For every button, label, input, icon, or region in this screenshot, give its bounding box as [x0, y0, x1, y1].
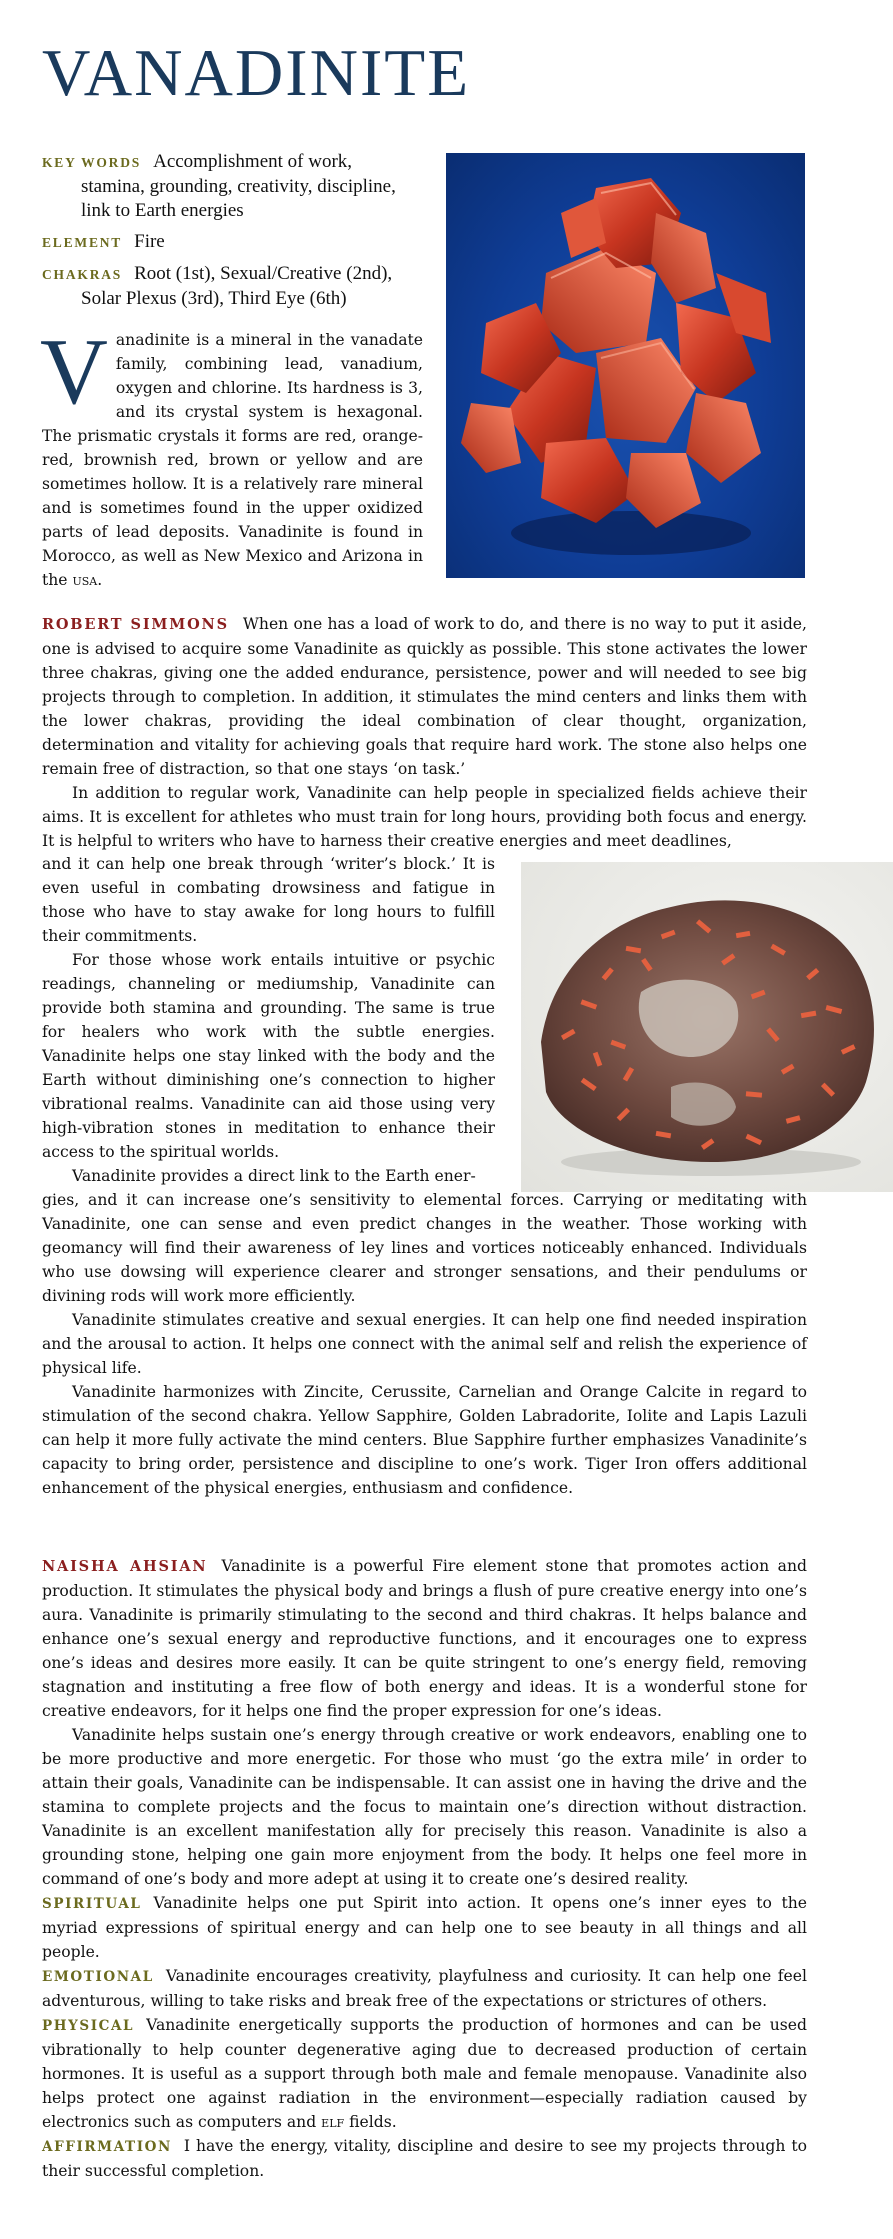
drop-cap: V	[40, 320, 108, 424]
chakras-entry	[42, 262, 412, 311]
physical-entry	[42, 2013, 807, 2134]
ahsian-p1-text: Vanadinite is a powerful Fire element stone that promotes action and production. It stimulates the physical body and brings a flush of pure creative energy into one’s aura. Vanadinite is primarily stimulating to the second and third chakras. It helps balance and enhance one’s sexual energy and reproductive functions, and it encourages one to express one’s ideas and desires more easily. It can be quite stringent to one’s energy field, removing stagnation and instituting a free flow of both energy and ideas. It is a wonderful stone for creative endeavors, for it helps one find the proper expression for one’s ideas.	[42, 1557, 807, 1720]
simmons-p5: Vanadinite stimulates creative and sexual energies. It can help one find needed inspiration and the arousal to action. It helps one connect with the animal self and relish the experience of physical life.	[42, 1311, 807, 1377]
matrix-specimen-image	[521, 862, 893, 1192]
intro-usa: usa	[72, 571, 98, 589]
physical-label: PHYSICAL	[42, 2018, 135, 2034]
stone-properties	[42, 150, 412, 318]
element-entry	[42, 230, 412, 255]
intro-end: .	[97, 571, 103, 589]
keywords-cont: stamina, grounding, creativity, discipline, link to Earth energies	[81, 176, 396, 221]
physical-text: Vanadinite energetically supports the production of hormones and can be used vibrationally to help counter degenerative aging due to decreased production of certain hormones. It is useful as a support through both male and female menopause. Vanadinite also helps protect one against radiation in the environment—especially radiation caused by electronics such as computers and	[42, 2016, 807, 2131]
simmons-section-top	[42, 612, 807, 853]
chakras-label: CHAKRAS	[42, 267, 123, 282]
ahsian-section	[42, 1554, 807, 2183]
author-simmons: ROBERT SIMMONS	[42, 616, 229, 633]
intro-paragraph	[40, 320, 423, 592]
simmons-section-wrap	[42, 852, 495, 1188]
chakras-cont: Solar Plexus (3rd), Third Eye (6th)	[81, 288, 347, 309]
simmons-p3: For those whose work entails intuitive or psychic readings, channeling or mediumship, Vanadinite can provide both stamina and grounding. The same is true for healers who work with the subtle energies. Vanadinite helps one stay linked with the body and the Earth without diminishing one’s connection to higher vibrational realms. Vanadinite can aid those using very high-vibration stones in meditation to enhance their access to the spiritual worlds.	[42, 951, 495, 1161]
affirmation-text: I have the energy, vitality, discipline and desire to see my projects through to their successful completion.	[42, 2137, 807, 2180]
simmons-p2b: and it can help one break through ‘writer’s block.’ It is even useful in combating drowsiness and fatigue in those who have to stay awake for long hours to fulfill their commitments.	[42, 855, 495, 945]
simmons-section-bottom	[42, 1188, 807, 1500]
emotional-entry	[42, 1964, 807, 2013]
chakras-line1: Root (1st), Sexual/Creative (2nd),	[134, 263, 393, 284]
physical-elf: elf	[321, 2113, 345, 2131]
element-value: Fire	[134, 231, 165, 252]
emotional-text: Vanadinite encourages creativity, playfulness and curiosity. It can help one feel adventurous, willing to take risks and break free of the expectations or strictures of others.	[42, 1967, 807, 2010]
element-label: ELEMENT	[42, 235, 123, 250]
affirmation-entry	[42, 2134, 807, 2183]
simmons-p4a: Vanadinite provides a direct link to the Earth ener-	[72, 1167, 476, 1185]
simmons-p4b: gies, and it can increase one’s sensitivity to elemental forces. Carrying or meditating with Vanadinite, one can sense and even predict changes in the weather. Those working with geomancy will find their awareness of ley lines and vortices noticeably enhanced. Individuals who use dowsing will experience clearer and stronger sensations, and their pendulums or divining rods will work more efficiently.	[42, 1191, 807, 1305]
keywords-entry	[42, 150, 412, 223]
emotional-label: EMOTIONAL	[42, 1969, 154, 1985]
spiritual-label: SPIRITUAL	[42, 1896, 142, 1912]
simmons-p6: Vanadinite harmonizes with Zincite, Cerussite, Carnelian and Orange Calcite in regard to stimulation of the second chakra. Yellow Sapphire, Golden Labradorite, Iolite and Lapis Lazuli can help it more fully activate the mind centers. Blue Sapphire further emphasizes Vanadinite’s capacity to bring order, persistence and discipline to one’s work. Tiger Iron offers additional enhancement of the physical energies, enthusiasm and confidence.	[42, 1383, 807, 1497]
ahsian-p2: Vanadinite helps sustain one’s energy through creative or work endeavors, enabling one to be more productive and more energetic. For those who must ‘go the extra mile’ in order to attain their goals, Vanadinite can be indispensable. It can assist one in having the drive and the stamina to complete projects and the focus to maintain one’s direction without distraction. Vanadinite is an excellent manifestation ally for precisely this reason. Vanadinite is also a grounding stone, helping one gain more enjoyment from the body. It helps one feel more in command of one’s body and more adept at using it to create one’s desired reality.	[42, 1726, 807, 1888]
keywords-line1: Accomplishment of work,	[153, 151, 353, 172]
page-title: VANADINITE	[42, 36, 471, 110]
vanadinite-matrix-photo	[521, 862, 893, 1192]
crystal-cluster-image	[446, 153, 805, 578]
spiritual-text: Vanadinite helps one put Spirit into action. It opens one’s inner eyes to the myriad expressions of spiritual energy and can help one to see beauty in all things and all people.	[42, 1894, 807, 1961]
keywords-label: KEY WORDS	[42, 155, 142, 170]
author-ahsian: NAISHA AHSIAN	[42, 1558, 208, 1575]
physical-end: fields.	[344, 2113, 397, 2131]
affirmation-label: AFFIRMATION	[42, 2139, 172, 2155]
simmons-p1	[42, 612, 807, 781]
simmons-p1-text: When one has a load of work to do, and there is no way to put it aside, one is advised to acquire some Vanadinite as quickly as possible. This stone activates the lower three chakras, giving one the added endurance, persistence, power and will needed to see big projects through to completion. In addition, it stimulates the mind centers and links them with the lower chakras, providing the ideal combination of clear thought, organization, determination and vitality for achieving goals that require hard work. The stone also helps one remain free of distraction, so that one stays ‘on task.’	[42, 615, 807, 778]
simmons-p2a: In addition to regular work, Vanadinite can help people in specialized fields achieve their aims. It is excellent for athletes who must train for long hours, providing both focus and energy. It is helpful to writers who have to harness their creative energies and meet deadlines,	[42, 784, 807, 850]
ahsian-p1	[42, 1554, 807, 1723]
spiritual-entry	[42, 1891, 807, 1964]
intro-text: anadinite is a mineral in the vanadate family, combining lead, vanadium, oxygen and chlorine. Its hardness is 3, and its crystal system is hexagonal. The prismatic crystals it forms are red, orange-red, brownish red, brown or yellow and are sometimes hollow. It is a relatively rare mineral and is sometimes found in the upper oxidized parts of lead deposits. Vanadinite is found in Morocco, as well as New Mexico and Arizona in the	[42, 331, 423, 589]
vanadinite-crystal-photo	[446, 153, 805, 578]
